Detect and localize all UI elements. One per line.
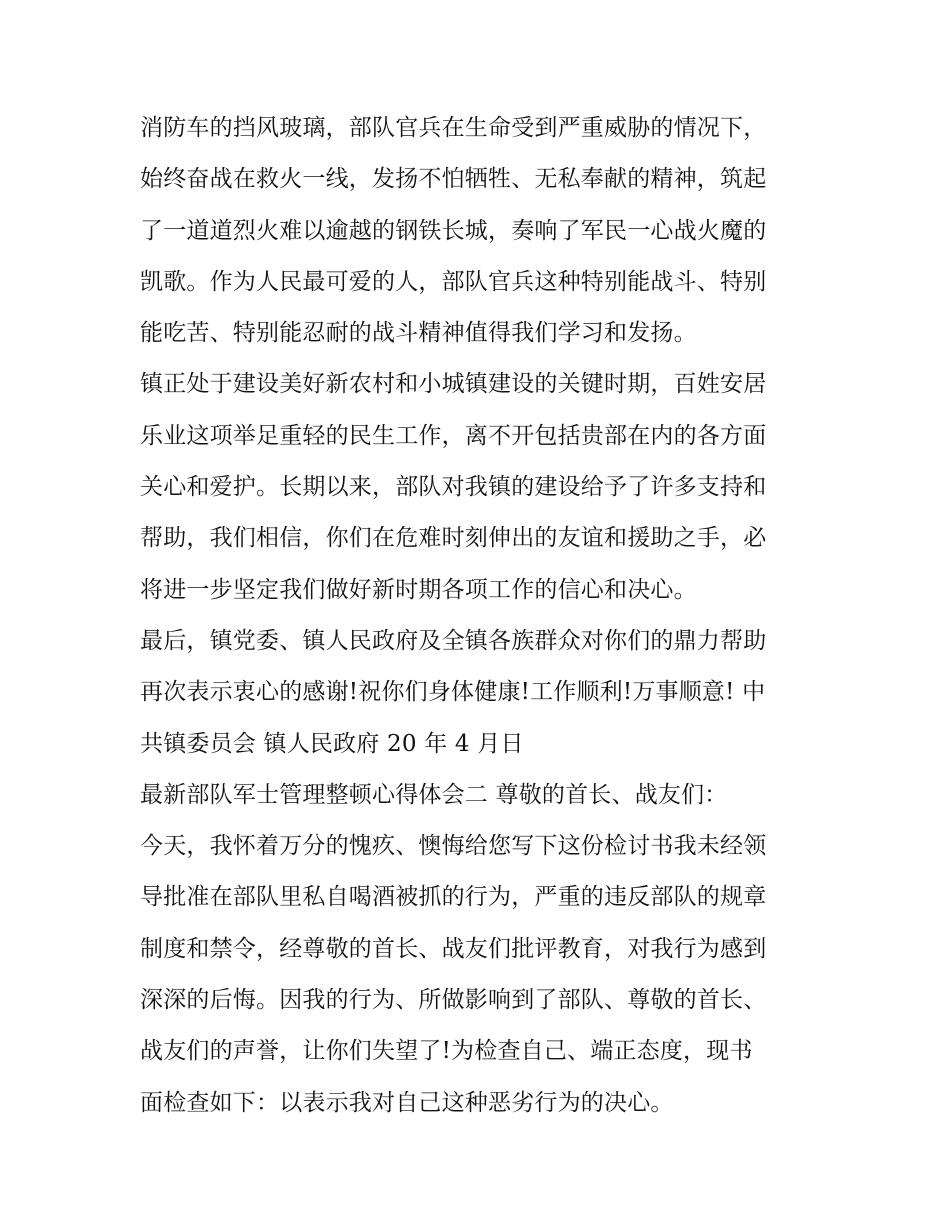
- text-line: 今天，我怀着万分的愧疚、懊悔给您写下这份检讨书我未经领: [140, 833, 767, 860]
- text-line: 凯歌。作为人民最可爱的人，部队官兵这种特别能战斗、特别: [140, 268, 767, 295]
- text-line: 始终奋战在救火一线，发扬不怕牺牲、无私奉献的精神，筑起: [140, 166, 767, 193]
- text-line: 再次表示衷心的感谢!祝你们身体健康!工作顺利!万事顺意! 中: [140, 679, 766, 706]
- text-line: 了一道道烈火难以逾越的钢铁长城，奏响了军民一心战火魔的: [140, 217, 767, 244]
- text-line: 深深的后悔。因我的行为、所做影响到了部队、尊敬的首长、: [140, 987, 767, 1014]
- text-line: 导批准在部队里私自喝酒被抓的行为，严重的违反部队的规章: [140, 884, 767, 911]
- text-line: 能吃苦、特别能忍耐的战斗精神值得我们学习和发扬。: [140, 320, 697, 347]
- text-line: 战友们的声誉，让你们失望了!为检查自己、端正态度，现书: [140, 1038, 753, 1065]
- text-line: 关心和爱护。长期以来，部队对我镇的建设给予了许多支持和: [140, 474, 767, 501]
- text-line: 帮助，我们相信，你们在危难时刻伸出的友谊和援助之手，必: [140, 525, 767, 552]
- text-line: 共镇委员会 镇人民政府 20 年 4 月日: [140, 730, 524, 757]
- text-line: 最新部队军士管理整顿心得体会二 尊敬的首长、战友们：: [140, 781, 728, 808]
- text-line: 制度和禁令，经尊敬的首长、战友们批评教育，对我行为感到: [140, 935, 767, 962]
- text-line: 消防车的挡风玻璃，部队官兵在生命受到严重威胁的情况下，: [140, 115, 767, 141]
- text-line: 面检查如下：以表示我对自己这种恶劣行为的决心。: [140, 1089, 674, 1116]
- text-line: 最后，镇党委、镇人民政府及全镇各族群众对你们的鼎力帮助: [140, 627, 767, 654]
- text-line: 乐业这项举足重轻的民生工作，离不开包括贵部在内的各方面: [140, 422, 767, 449]
- text-line: 镇正处于建设美好新农村和小城镇建设的关键时期，百姓安居: [140, 371, 767, 398]
- document-body: [140, 103, 820, 1129]
- text-line: 将进一步坚定我们做好新时期各项工作的信心和决心。: [140, 576, 697, 603]
